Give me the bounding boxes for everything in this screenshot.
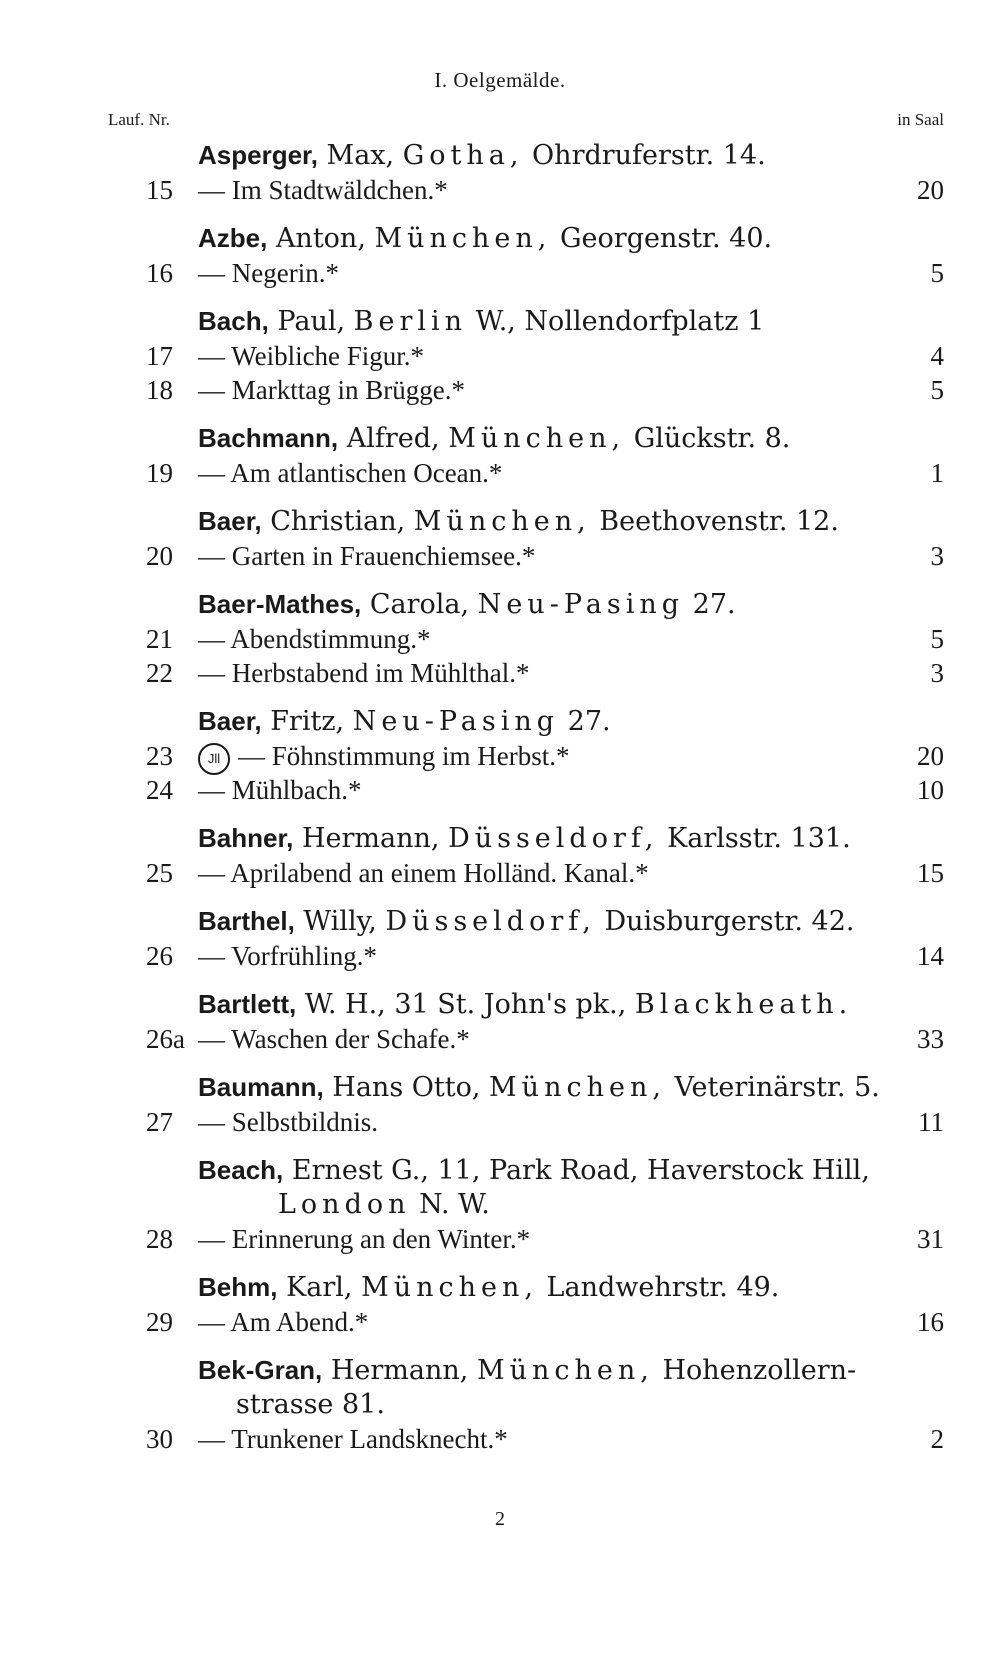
work-room: 11 bbox=[918, 1107, 944, 1137]
work-title bbox=[198, 456, 502, 490]
work-room: 20 bbox=[917, 741, 944, 771]
work-row bbox=[0, 1422, 1000, 1456]
work-room: 5 bbox=[930, 258, 944, 288]
entry-gap bbox=[0, 1339, 1000, 1353]
artist-line bbox=[198, 1270, 1000, 1305]
work-row bbox=[0, 622, 1000, 656]
artist-first-name: Alfred, bbox=[346, 423, 440, 454]
artist-address: W., Nollendorfplatz 1 bbox=[475, 306, 765, 337]
work-number: 17 bbox=[146, 341, 173, 371]
artist-city: München, bbox=[489, 1072, 666, 1103]
artist-first-name: Karl, bbox=[286, 1272, 353, 1303]
artist-line bbox=[198, 421, 1000, 456]
work-title bbox=[198, 739, 570, 775]
work-title bbox=[198, 939, 377, 973]
work-title-text: — Am Abend.* bbox=[198, 1307, 369, 1337]
artist-name: Baer, bbox=[198, 706, 262, 736]
entry-gap bbox=[0, 1256, 1000, 1270]
artist-address: Karlsstr. 131. bbox=[667, 823, 851, 854]
artist-city: London bbox=[278, 1189, 411, 1220]
work-title-text: — Negerin.* bbox=[198, 258, 339, 288]
artist-first-name: Paul, bbox=[277, 306, 346, 337]
artist-first-name: Ernest G., 11, Park Road, Haverstock Hill, bbox=[291, 1155, 870, 1186]
entry-gap bbox=[0, 290, 1000, 304]
work-title-text: — Föhnstimmung im Herbst.* bbox=[238, 741, 570, 771]
work-title bbox=[198, 1022, 470, 1056]
entry-gap bbox=[0, 407, 1000, 421]
work-title bbox=[198, 1422, 508, 1456]
artist-address: 27. bbox=[692, 589, 736, 620]
work-row bbox=[0, 1305, 1000, 1339]
work-row bbox=[0, 173, 1000, 207]
artist-address: Veterinärstr. 5. bbox=[674, 1072, 880, 1103]
artist-first-name: Hermann, bbox=[330, 1355, 469, 1386]
work-title-text: — Mühlbach.* bbox=[198, 775, 362, 805]
work-title bbox=[198, 1305, 368, 1339]
work-row bbox=[0, 1222, 1000, 1256]
work-room: 3 bbox=[930, 658, 944, 688]
artist-line bbox=[198, 1070, 1000, 1105]
work-row bbox=[0, 539, 1000, 573]
artist-name: Baer-Mathes, bbox=[198, 589, 362, 619]
artist-name: Bek-Gran, bbox=[198, 1355, 323, 1385]
work-number: 23 bbox=[146, 741, 173, 771]
work-title-text: — Im Stadtwäldchen.* bbox=[198, 175, 448, 205]
work-number: 27 bbox=[146, 1107, 173, 1137]
work-number: 26 bbox=[146, 941, 173, 971]
artist-address: 27. bbox=[567, 706, 611, 737]
artist-name: Asperger, bbox=[198, 140, 318, 170]
work-number: 22 bbox=[146, 658, 173, 688]
work-title bbox=[198, 1222, 530, 1256]
artist-line bbox=[198, 304, 1000, 339]
illustration-badge: Jll bbox=[198, 743, 230, 775]
artist-address-continued bbox=[198, 1188, 1000, 1222]
work-title bbox=[198, 256, 339, 290]
catalogue-entries bbox=[0, 138, 1000, 1456]
artist-line bbox=[198, 221, 1000, 256]
artist-name: Behm, bbox=[198, 1272, 278, 1302]
work-room: 33 bbox=[917, 1024, 944, 1054]
artist-line bbox=[198, 904, 1000, 939]
work-title-text: — Erinnerung an den Winter.* bbox=[198, 1224, 531, 1254]
entry-gap bbox=[0, 1056, 1000, 1070]
artist-first-name: Hermann, bbox=[301, 823, 440, 854]
work-room: 16 bbox=[917, 1307, 944, 1337]
entry-gap bbox=[0, 1139, 1000, 1153]
artist-name: Barthel, bbox=[198, 906, 295, 936]
work-number: 29 bbox=[146, 1307, 173, 1337]
artist-city: Neu-Pasing bbox=[352, 706, 560, 737]
artist-city: Düsseldorf, bbox=[448, 823, 659, 854]
entry-gap bbox=[0, 973, 1000, 987]
artist-address: Georgenstr. 40. bbox=[559, 223, 773, 254]
work-row bbox=[0, 1022, 1000, 1056]
work-number: 28 bbox=[146, 1224, 173, 1254]
work-number: 19 bbox=[146, 458, 173, 488]
work-title bbox=[198, 373, 465, 407]
work-room: 5 bbox=[930, 624, 944, 654]
work-room: 31 bbox=[917, 1224, 944, 1254]
work-room: 4 bbox=[930, 341, 944, 371]
entry-gap bbox=[0, 573, 1000, 587]
entry-gap bbox=[0, 690, 1000, 704]
artist-first-name: Max, bbox=[326, 140, 395, 171]
work-number: 25 bbox=[146, 858, 173, 888]
work-title-text: — Abendstimmung.* bbox=[198, 624, 431, 654]
artist-city: Düsseldorf, bbox=[385, 906, 596, 937]
entry-gap bbox=[0, 490, 1000, 504]
artist-name: Bartlett, bbox=[198, 989, 297, 1019]
work-title-text: — Weibliche Figur.* bbox=[198, 341, 425, 371]
artist-city: Berlin bbox=[353, 306, 468, 337]
page-number: 2 bbox=[495, 1508, 505, 1530]
artist-first-name: Christian, bbox=[270, 506, 406, 537]
artist-city: München, bbox=[361, 1272, 538, 1303]
entry-gap bbox=[0, 890, 1000, 904]
work-title-text: — Selbstbildnis. bbox=[198, 1107, 379, 1137]
work-room: 20 bbox=[917, 175, 944, 205]
work-row bbox=[0, 773, 1000, 807]
column-header-room: in Saal bbox=[897, 110, 944, 129]
work-title-text: — Trunkener Landsknecht.* bbox=[198, 1424, 508, 1454]
artist-address: N. W. bbox=[419, 1189, 490, 1220]
work-row bbox=[0, 939, 1000, 973]
work-number: 18 bbox=[146, 375, 173, 405]
artist-first-name: Fritz, bbox=[270, 706, 345, 737]
work-row bbox=[0, 339, 1000, 373]
work-title-text: — Waschen der Schafe.* bbox=[198, 1024, 470, 1054]
work-room: 15 bbox=[917, 858, 944, 888]
work-row bbox=[0, 256, 1000, 290]
work-title bbox=[198, 622, 431, 656]
work-room: 1 bbox=[930, 458, 944, 488]
artist-first-name: Anton, bbox=[275, 223, 366, 254]
work-title-text: — Garten in Frauenchiemsee.* bbox=[198, 541, 536, 571]
artist-line bbox=[198, 138, 1000, 173]
artist-address: Hohenzollern- bbox=[662, 1355, 857, 1386]
work-title-text: — Markttag in Brügge.* bbox=[198, 375, 465, 405]
work-title bbox=[198, 339, 424, 373]
work-number: 30 bbox=[146, 1424, 173, 1454]
work-title-text: — Vorfrühling.* bbox=[198, 941, 378, 971]
artist-name: Azbe, bbox=[198, 223, 268, 253]
work-title bbox=[198, 173, 448, 207]
artist-city: München, bbox=[476, 1355, 654, 1386]
artist-city: Neu-Pasing bbox=[477, 589, 685, 620]
artist-name: Baer, bbox=[198, 506, 262, 536]
artist-address: Beethovenstr. 12. bbox=[599, 506, 839, 537]
work-title-text: — Aprilabend an einem Holländ. Kanal.* bbox=[198, 858, 649, 888]
work-row bbox=[0, 1105, 1000, 1139]
work-row bbox=[0, 856, 1000, 890]
artist-line bbox=[198, 821, 1000, 856]
work-number: 15 bbox=[146, 175, 173, 205]
work-row bbox=[0, 373, 1000, 407]
work-number: 20 bbox=[146, 541, 173, 571]
page-title: I. Oelgemälde. bbox=[434, 68, 566, 92]
artist-address: Duisburgerstr. 42. bbox=[604, 906, 855, 937]
artist-city: München, bbox=[413, 506, 591, 537]
artist-line bbox=[198, 1353, 1000, 1422]
artist-city: Gotha, bbox=[402, 140, 524, 171]
work-room: 3 bbox=[930, 541, 944, 571]
artist-line bbox=[198, 587, 1000, 622]
artist-first-name: W. H., 31 St. John's pk., bbox=[304, 989, 627, 1020]
work-title bbox=[198, 773, 361, 807]
artist-name: Beach, bbox=[198, 1155, 284, 1185]
work-row bbox=[0, 456, 1000, 490]
artist-line bbox=[198, 1153, 1000, 1222]
work-title-text: — Herbstabend im Mühlthal.* bbox=[198, 658, 530, 688]
work-number: 21 bbox=[146, 624, 173, 654]
artist-first-name: Carola, bbox=[369, 589, 470, 620]
artist-address: Glückstr. 8. bbox=[633, 423, 791, 454]
work-room: 14 bbox=[917, 941, 944, 971]
work-title-text: — Am atlantischen Ocean.* bbox=[198, 458, 503, 488]
artist-address: Landwehrstr. 49. bbox=[546, 1272, 780, 1303]
work-title bbox=[198, 539, 535, 573]
artist-name: Bachmann, bbox=[198, 423, 339, 453]
artist-line bbox=[198, 987, 1000, 1022]
artist-address-continued: strasse 81. bbox=[236, 1389, 385, 1420]
artist-line bbox=[198, 504, 1000, 539]
artist-first-name: Hans Otto, bbox=[332, 1072, 481, 1103]
artist-address: Ohrdruferstr. 14. bbox=[532, 140, 766, 171]
work-room: 10 bbox=[917, 775, 944, 805]
column-header-number: Lauf. Nr. bbox=[108, 110, 170, 129]
artist-name: Bahner, bbox=[198, 823, 294, 853]
work-room: 2 bbox=[930, 1424, 944, 1454]
artist-line bbox=[198, 704, 1000, 739]
artist-name: Bach, bbox=[198, 306, 269, 336]
work-row bbox=[0, 656, 1000, 690]
work-title bbox=[198, 656, 529, 690]
entry-gap bbox=[0, 207, 1000, 221]
artist-name: Baumann, bbox=[198, 1072, 324, 1102]
work-number: 26a bbox=[146, 1024, 185, 1054]
work-row bbox=[0, 739, 1000, 773]
work-room: 5 bbox=[930, 375, 944, 405]
artist-city: Blackheath. bbox=[634, 989, 853, 1020]
work-title bbox=[198, 1105, 378, 1139]
work-number: 16 bbox=[146, 258, 173, 288]
work-title bbox=[198, 856, 649, 890]
artist-city: München, bbox=[374, 223, 552, 254]
entry-gap bbox=[0, 807, 1000, 821]
work-number: 24 bbox=[146, 775, 173, 805]
artist-first-name: Willy, bbox=[303, 906, 377, 937]
artist-city: München, bbox=[448, 423, 626, 454]
